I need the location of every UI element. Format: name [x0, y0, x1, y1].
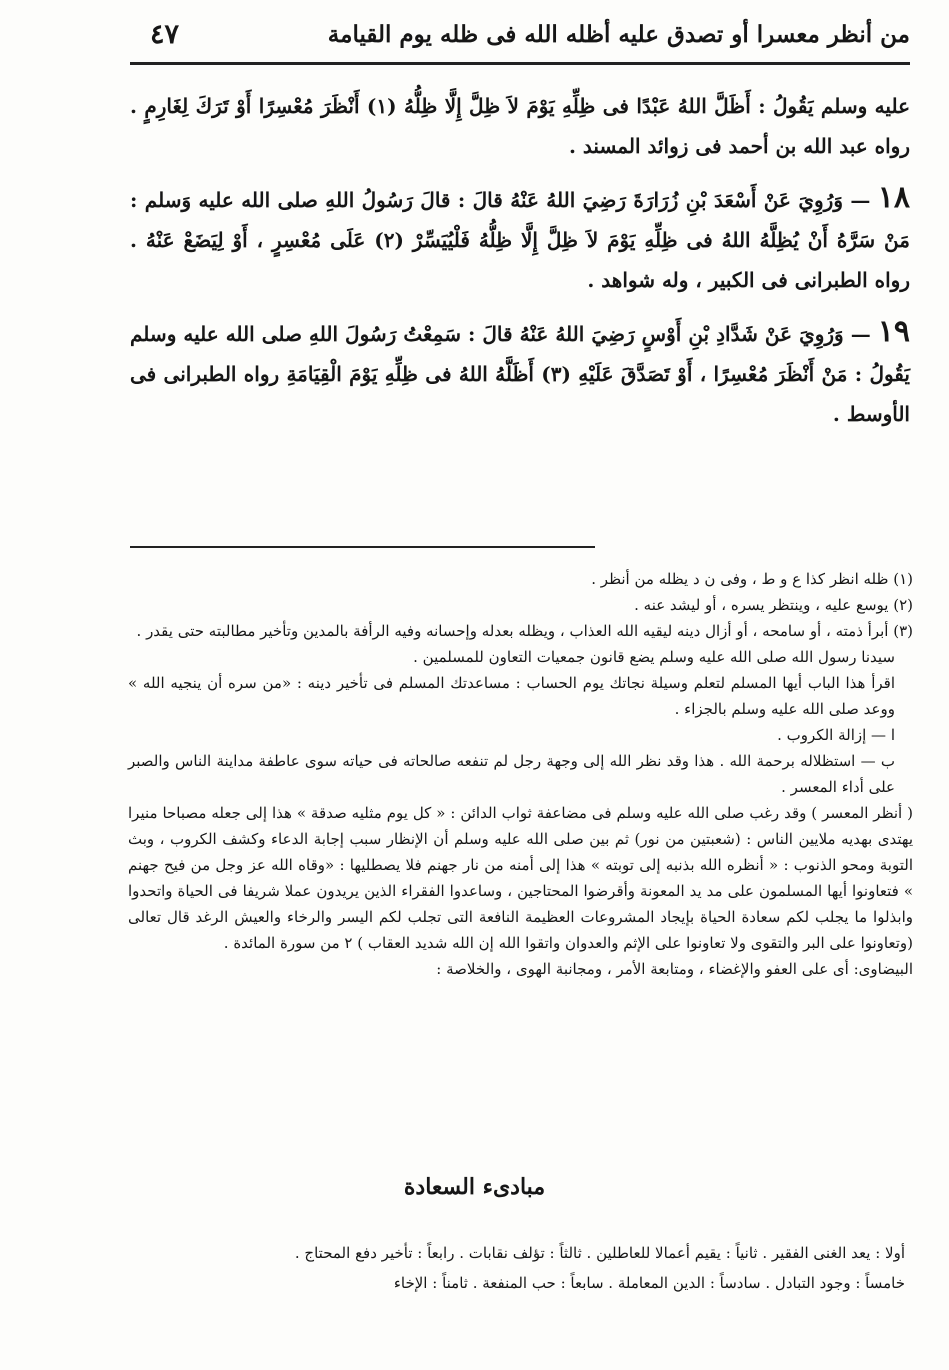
- section-title: مبادىء السعادة: [403, 1174, 546, 1200]
- footnotes: [128, 566, 913, 982]
- hadith-text: — وَرُوِيَ عَنْ أَسْعَدَ بْنِ زُرَارَةَ رَضِيَ اللهُ عَنْهُ قالَ : قالَ رَسُولُ اللهِ صلى الله عليه وَسلم : مَنْ سَرَّهُ أَنْ يُظِلَّهُ اللهُ فى ظِلِّهِ يَوْمَ لاَ ظِلَّ إِلَّا ظِلُّهُ فَلْيُيَسِّرْ (٢) عَلَى مُعْسِرٍ ، أَوْ لِيَضَعْ عَنْهُ . رواه الطبرانى فى الكبير ، وله شواهد .: [130, 188, 910, 292]
- principles-line: أولا : يعد الغنى الفقير . ثانياً : يقيم أعمالا للعاطلين . ثالثاً : تؤلف نقابات . رابعاً : تأخير دفع المحتاج .: [294, 1244, 905, 1262]
- commentary-baidawi: البيضاوى: أى على العفو والإغضاء ، ومتابعة الأمر ، ومجانبة الهوى ، والخلاصة :: [436, 960, 913, 978]
- commentary-point-b: ب — استظلاله برحمة الله . هذا وقد نظر الله إلى وجهة رجل لم تنفعه صالحاته فى حياته سوى عاطفة مداينة الناس والصبر على أداء المعسر .: [128, 752, 895, 796]
- footnote-3: (٣) أبرأ ذمته ، أو سامحه ، أو أزال دينه ليقيه الله العذاب ، ويظله بعدله وإحسانه وفيه الرأفة بالمدين وتأخير مطالبته حتى يقدر .: [136, 622, 913, 640]
- commentary-point-a: ا — إزالة الكروب .: [777, 726, 895, 744]
- hadith-continuation: عليه وسلم يَقُولُ : أَظَلَّ اللهُ عَبْدًا فى ظِلِّهِ يَوْمَ لاَ ظِلَّ إِلَّا ظِلُّهُ (١) أَنْظَرَ مُعْسِرًا أَوْ تَرَكَ لِغَارِمٍ . رواه عبد الله بن أحمد فى زوائد المسند .: [130, 94, 910, 158]
- footnote-1: (١) ظله انظر كذا ع و ط ، وفى ن د يظله من أنظر .: [591, 570, 913, 588]
- principles-line: خامساً : وجود التبادل . سادساً : الدين المعاملة . سابعاً : حب المنفعة . ثامناً : الإخاء: [393, 1274, 905, 1292]
- header-rule: [130, 62, 910, 65]
- hadith-text: — وَرُوِيَ عَنْ شَدَّادِ بْنِ أَوْسٍ رَضِيَ اللهُ عَنْهُ قالَ : سَمِعْتُ رَسُولَ اللهِ صلى الله عليه وسلم يَقُولُ : مَنْ أَنْظَرَ مُعْسِرًا ، أَوْ تَصَدَّقَ عَلَيْهِ (٣) أَظَلَّهُ اللهُ فى ظِلِّهِ يَوْمَ الْقِيَامَةِ رواه الطبرانى فى الأوسط .: [130, 322, 910, 426]
- footnote-divider: [130, 546, 595, 548]
- page-number: ٤٧: [150, 18, 180, 50]
- main-text: [130, 86, 910, 446]
- footnote-2: (٢) يوسع عليه ، وينتظر يسره ، أو ليشد عنه .: [634, 596, 913, 614]
- hadith-number: ١٩: [877, 314, 910, 349]
- hadith-number: ١٨: [877, 180, 910, 215]
- running-header: [150, 14, 910, 54]
- header-title: من أنظر معسرا أو تصدق عليه أظله الله فى ظله يوم القيامة: [327, 20, 910, 48]
- commentary-paragraph: اقرأ هذا الباب أيها المسلم لتعلم وسيلة نجاتك يوم الحساب : مساعدتك المسلم فى تأخير دينه : «من سره أن ينجيه الله » ووعد صلى الله عليه وسلم بالجزاء .: [128, 674, 895, 718]
- commentary-paragraph: ( أنظر المعسر ) وقد رغب صلى الله عليه وسلم فى مضاعفة ثواب الدائن : « كل يوم مثليه صدقة » هذا إلى جعله مصباحا منيرا يهتدى بهديه ملايين الناس : (شعبتين من نور) ثم بين صلى الله عليه وسلم أن الإنظار سبب إجابة الدعاء وكشف الكروب ، وبث التوبة ومحو الذنوب : « أنظره الله بذنبه إلى توبته » هذا إلى أمنه من نار جهنم فلا يصطليها : «وقاه الله عز وجل من فيح جهنم » فتعاونوا أيها المسلمون على مد يد المعونة وأقرضوا المحتاجين ، وساعدوا الفقراء الذين يريدون عملا شريفا فى الحياة واتحدوا وابذلوا ما يجلب لكم سعادة الحياة بإيجاد المشروعات العظيمة النافعة التى تجلب لكم اليسر والرخاء والعيش الرغد قال تعالى (وتعاونوا على البر والتقوى ولا تعاونوا على الإثم والعدوان واتقوا الله إن الله شديد العقاب ) ٢ من سورة المائدة .: [128, 804, 913, 952]
- hadith-19: [130, 312, 910, 434]
- principles-list: [120, 1238, 905, 1298]
- hadith-18: [130, 178, 910, 300]
- commentary-heading: سيدنا رسول الله صلى الله عليه وسلم يضع قانون جمعيات التعاون للمسلمين .: [413, 648, 895, 666]
